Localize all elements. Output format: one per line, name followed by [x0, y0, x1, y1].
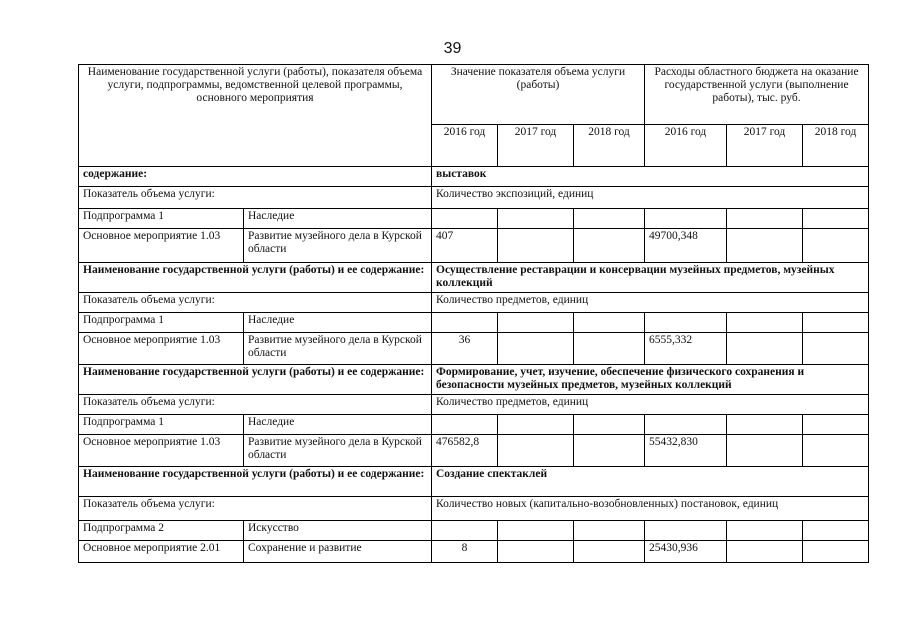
measure-label: Основное мероприятие 2.01 [79, 541, 244, 563]
expense-2016-value: 55432,830 [645, 435, 727, 467]
header-year: 2016 год [432, 125, 498, 167]
header-row [79, 65, 869, 125]
indicator-row [79, 395, 869, 415]
indicator-value: Количество предметов, единиц [432, 395, 869, 415]
header-year: 2018 год [574, 125, 645, 167]
volume-2016-value: 36 [432, 333, 498, 365]
subprogram-row [79, 521, 869, 541]
measure-name: Развитие музейного дела в Курской области [244, 229, 432, 263]
section-title-value: Формирование, учет, изучение, обеспечение физического сохранения и безопасности музейных предметов, музейных коллекций [432, 365, 869, 395]
indicator-label: Показатель объема услуги: [79, 497, 432, 521]
section-title-row [79, 467, 869, 497]
header-year: 2018 год [803, 125, 869, 167]
expense-2016-value: 49700,348 [645, 229, 727, 263]
measure-label: Основное мероприятие 1.03 [79, 333, 244, 365]
subprogram-name: Наследие [244, 209, 432, 229]
volume-2016-value: 476582,8 [432, 435, 498, 467]
measure-row [79, 541, 869, 563]
subprogram-row [79, 415, 869, 435]
expense-2016-value: 25430,936 [645, 541, 727, 563]
section-title-label: содержание: [79, 167, 432, 187]
subprogram-name: Наследие [244, 313, 432, 333]
measure-label: Основное мероприятие 1.03 [79, 435, 244, 467]
services-table [78, 64, 869, 563]
indicator-row [79, 293, 869, 313]
indicator-row [79, 497, 869, 521]
header-expense-group: Расходы областного бюджета на оказание государственной услуги (выполнение работы), тыс. руб. [645, 65, 869, 125]
subprogram-label: Подпрограмма 1 [79, 313, 244, 333]
measure-name: Развитие музейного дела в Курской области [244, 333, 432, 365]
header-year: 2017 год [498, 125, 574, 167]
subprogram-name: Искусство [244, 521, 432, 541]
section-title-label: Наименование государственной услуги (работы) и ее содержание: [79, 263, 432, 293]
subprogram-row [79, 209, 869, 229]
measure-row [79, 229, 869, 263]
expense-2016-value: 6555,332 [645, 333, 727, 365]
section-title-label: Наименование государственной услуги (работы) и ее содержание: [79, 365, 432, 395]
measure-label: Основное мероприятие 1.03 [79, 229, 244, 263]
section-title-label: Наименование государственной услуги (работы) и ее содержание: [79, 467, 432, 497]
measure-row [79, 435, 869, 467]
section-title-value: Осуществление реставрации и консервации музейных предметов, музейных коллекций [432, 263, 869, 293]
header-year: 2016 год [645, 125, 727, 167]
measure-name: Сохранение и развитие [244, 541, 432, 563]
header-volume-group: Значение показателя объема услуги (работы) [432, 65, 645, 125]
subprogram-row [79, 313, 869, 333]
indicator-label: Показатель объема услуги: [79, 187, 432, 209]
subprogram-name: Наследие [244, 415, 432, 435]
page-number: 39 [443, 40, 462, 57]
subprogram-label: Подпрограмма 2 [79, 521, 244, 541]
measure-name: Развитие музейного дела в Курской области [244, 435, 432, 467]
section-title-row [79, 263, 869, 293]
indicator-value: Количество экспозиций, единиц [432, 187, 869, 209]
subprogram-label: Подпрограмма 1 [79, 415, 244, 435]
measure-row [79, 333, 869, 365]
indicator-row [79, 187, 869, 209]
header-name-cell: Наименование государственной услуги (работы), показателя объема услуги, подпрограммы, ведомственной целевой программы, основного мероприятия [79, 65, 432, 167]
indicator-label: Показатель объема услуги: [79, 293, 432, 313]
header-year: 2017 год [727, 125, 803, 167]
section-title-value: Создание спектаклей [432, 467, 869, 497]
subprogram-label: Подпрограмма 1 [79, 209, 244, 229]
section-title-row [79, 365, 869, 395]
volume-2016-value: 8 [432, 541, 498, 563]
section-title-value: выставок [432, 167, 869, 187]
volume-2016-value: 407 [432, 229, 498, 263]
indicator-label: Показатель объема услуги: [79, 395, 432, 415]
indicator-value: Количество новых (капитально-возобновленных) постановок, единиц [432, 497, 869, 521]
section-title-row [79, 167, 869, 187]
indicator-value: Количество предметов, единиц [432, 293, 869, 313]
